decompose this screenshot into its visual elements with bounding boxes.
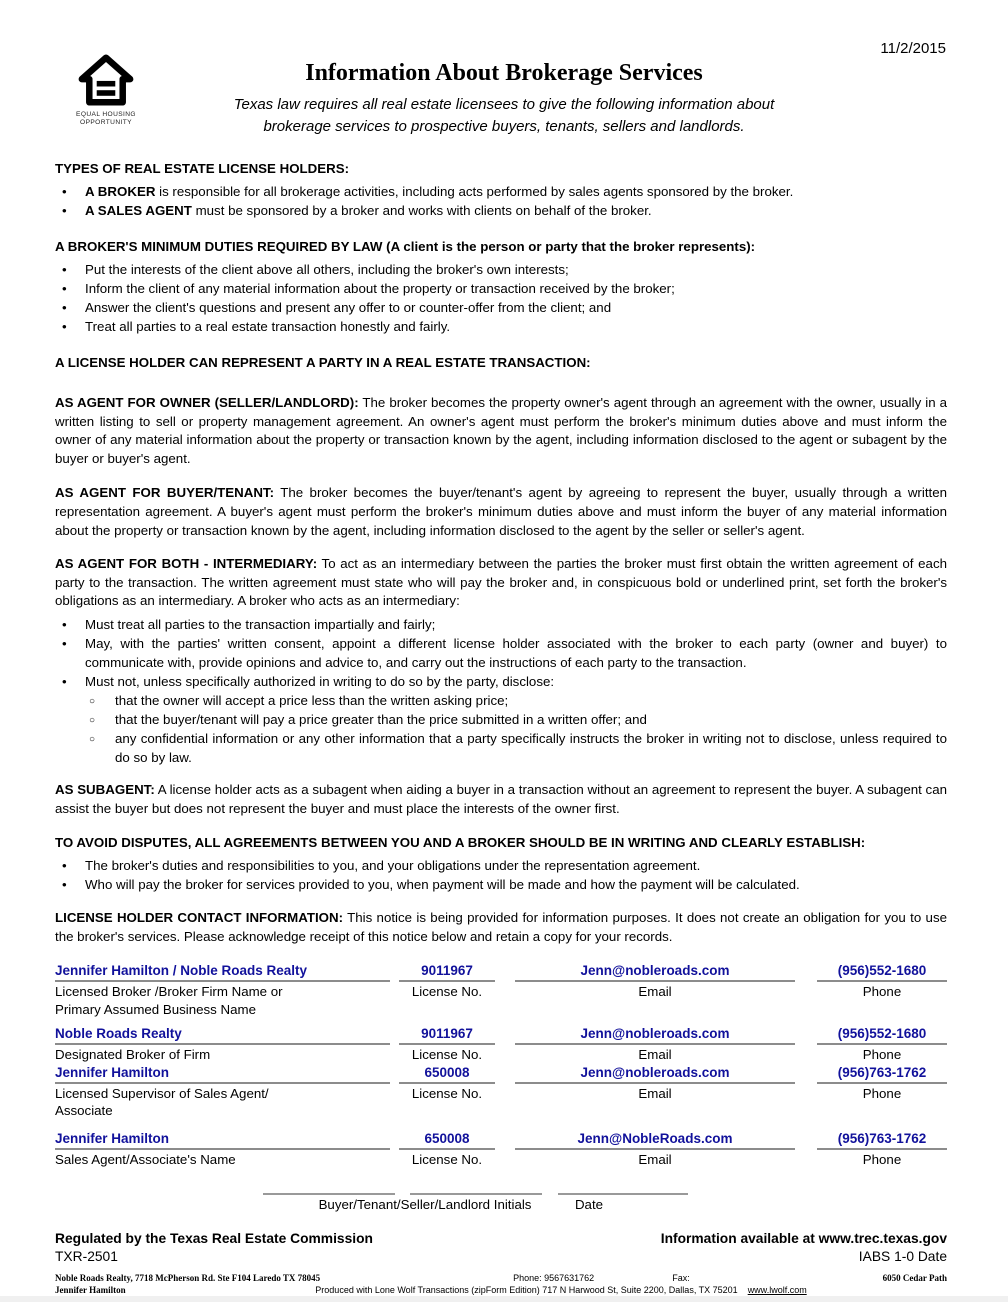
- office-phone: Phone: 9567631762: [513, 1273, 595, 1284]
- lwolf-link[interactable]: www.lwolf.com: [747, 1285, 807, 1296]
- phone-value: (956)763-1762: [817, 1064, 947, 1084]
- phone-label: Phone: [862, 1047, 902, 1063]
- license-cell: [399, 962, 495, 1018]
- phone-value: (956)552-1680: [817, 962, 947, 982]
- equal-housing-logo: [70, 54, 142, 127]
- phone-cell: [817, 962, 947, 1018]
- email-cell: [515, 962, 795, 1018]
- license-label: License No.: [411, 984, 483, 1000]
- bullet-lead: A SALES AGENT: [85, 203, 192, 218]
- role-label-line1: Licensed Broker /Broker Firm Name or: [55, 984, 283, 1000]
- bullet-item: • Who will pay the broker for services provided to you, when payment will be made and how the payment will be calculated.: [55, 875, 947, 894]
- equal-housing-caption: [70, 111, 142, 127]
- owner-paragraph: [55, 394, 947, 468]
- designated-broker-role-label: Designated Broker of Firm: [55, 1047, 211, 1063]
- bullet-item: • Must treat all parties to the transaction impartially and fairly;: [55, 615, 947, 634]
- license-cell: [399, 1025, 495, 1064]
- sub-bullet-item: ○ that the buyer/tenant will pay a price greater than the price submitted in a written offer; and: [55, 710, 947, 729]
- types-bullet-list: [55, 182, 947, 220]
- owner-text: The broker becomes the property owner's agent through an agreement with the owner, usually in a written listing to sell or property management agreement. An owner's agent must perform the broker's minimum duties above and must inform the owner of any material information about the property or transaction known by the agent, including information disclosed to the agent or subagent by the buyer or buyer's agent.: [55, 395, 947, 466]
- sub-bullet-item: ○ that the owner will accept a price less than the written asking price;: [55, 691, 947, 710]
- form-number: TXR-2501: [55, 1249, 118, 1265]
- disputes-bullet-list: [55, 856, 947, 894]
- license-label: License No.: [411, 1151, 483, 1167]
- footer-office-row: [55, 1272, 947, 1284]
- phone-cell: [817, 1025, 947, 1064]
- duties-heading: A BROKER'S MINIMUM DUTIES REQUIRED BY LAW (A client is the person or party that the broker represents):: [55, 239, 756, 254]
- contact-info-lead: LICENSE HOLDER CONTACT INFORMATION:: [55, 910, 344, 926]
- contact-row-sales-agent: [55, 1130, 947, 1169]
- signature-lines: [55, 1182, 947, 1195]
- subagent-text: A license holder acts as a subagent when aiding a buyer in a transaction without an agreement to represent the buyer. A subagent can assist the buyer but does not represent the buyer and must place the interests of the owner first.: [55, 781, 947, 816]
- email-cell: [515, 1064, 795, 1120]
- form-body: [0, 160, 1008, 1296]
- regulated-by-text: Regulated by the Texas Real Estate Commission: [55, 1231, 373, 1247]
- contact-table: [55, 962, 947, 1168]
- license-label: License No.: [411, 1047, 483, 1063]
- license-label: License No.: [411, 1085, 483, 1101]
- buyer-paragraph: [55, 484, 947, 540]
- license-number-value: 9011967: [399, 962, 495, 982]
- bullet-item: • Put the interests of the client above all others, including the broker's own interests;: [55, 260, 947, 279]
- section-types: [55, 160, 947, 220]
- contact-info-paragraph: [55, 909, 947, 946]
- form-header: [0, 0, 1008, 137]
- sales-agent-name-value: Jennifer Hamilton: [55, 1130, 390, 1150]
- buyer-lead: AS AGENT FOR BUYER/TENANT:: [55, 485, 275, 501]
- email-cell: [515, 1130, 795, 1169]
- email-label: Email: [638, 1151, 672, 1167]
- bullet-text: is responsible for all brokerage activities, including acts performed by sales agents sponsored by the broker.: [155, 184, 794, 199]
- subagent-paragraph: [55, 781, 947, 818]
- bullet-item: • Must not, unless specifically authorized in writing to do so by the party, disclose:: [55, 672, 947, 691]
- sales-agent-cell: [55, 1130, 390, 1169]
- supervisor-role-label: [55, 1084, 390, 1120]
- document-date: 11/2/2015: [880, 40, 946, 57]
- equal-housing-caption-line1: EQUAL HOUSING: [76, 111, 136, 118]
- bullet-item: • Answer the client's questions and present any offer to or counter-offer from the client; and: [55, 298, 947, 317]
- broker-firm-role-label: [55, 982, 390, 1018]
- supervisor-name-value: Jennifer Hamilton: [55, 1064, 390, 1084]
- prepared-for-text: 6050 Cedar Path: [882, 1273, 947, 1284]
- footer-regulated-row: [55, 1230, 947, 1248]
- office-fax: Fax:: [672, 1273, 690, 1284]
- license-number-value: 9011967: [399, 1025, 495, 1045]
- contact-row-broker-firm: [55, 962, 947, 1018]
- contact-row-supervisor: [55, 1064, 947, 1120]
- role-label-line1: Licensed Supervisor of Sales Agent/: [55, 1085, 269, 1101]
- form-subtitle-line2: brokerage services to prospective buyers, tenants, sellers and landlords.: [263, 117, 745, 135]
- bullet-lead: A BROKER: [85, 184, 156, 199]
- footer-agent-name: Jennifer Hamilton: [55, 1285, 126, 1296]
- intermediary-lead: AS AGENT FOR BOTH - INTERMEDIARY:: [55, 556, 318, 572]
- phone-cell: [817, 1064, 947, 1120]
- footer-form-number-row: [55, 1248, 947, 1266]
- produced-with-label: Produced with Lone Wolf Transactions (zipForm Edition) 717 N Harwood St, Suite 2200, Dallas, TX 75201: [315, 1285, 738, 1296]
- form-version: IABS 1-0 Date: [858, 1249, 947, 1265]
- produced-with-text: [215, 1284, 907, 1296]
- subagent-lead: AS SUBAGENT:: [55, 781, 155, 797]
- email-value: Jenn@NobleRoads.com: [515, 1130, 795, 1150]
- email-label: Email: [638, 1085, 672, 1101]
- email-value: Jenn@nobleroads.com: [515, 962, 795, 982]
- license-cell: [399, 1130, 495, 1169]
- bullet-item: [55, 201, 947, 220]
- phone-label: Phone: [862, 1151, 902, 1167]
- bullet-item: [55, 182, 947, 201]
- license-number-value: 650008: [399, 1064, 495, 1084]
- sales-agent-role-label: Sales Agent/Associate's Name: [55, 1151, 236, 1167]
- sub-bullet-item: ○ any confidential information or any other information that a party specifically instructs the broker in writing not to disclose, unless required to do so by law.: [55, 729, 947, 767]
- intermediary-paragraph: [55, 555, 947, 611]
- phone-label: Phone: [862, 1085, 902, 1101]
- email-label: Email: [638, 984, 672, 1000]
- contact-row-designated-broker: [55, 1025, 947, 1064]
- initials-field-1: [263, 1182, 395, 1195]
- disputes-heading: TO AVOID DISPUTES, ALL AGREEMENTS BETWEEN YOU AND A BROKER SHOULD BE IN WRITING AND CLEARLY ESTABLISH:: [55, 835, 866, 851]
- supervisor-cell: [55, 1064, 390, 1120]
- form-subtitle-line1: Texas law requires all real estate licensees to give the following information about: [233, 96, 775, 113]
- bullet-item: • Inform the client of any material information about the property or transaction received by the broker;: [55, 279, 947, 298]
- date-label: Date: [574, 1197, 604, 1213]
- contact-info-text: This notice is being provided for information purposes. It does not create an obligation for you to use the broker's services. Please acknowledge receipt of this notice below and retain a copy for your records.: [55, 910, 947, 944]
- license-cell: [399, 1064, 495, 1120]
- phone-cell: [817, 1130, 947, 1169]
- initials-field-2: [410, 1182, 542, 1195]
- bullet-item: • Treat all parties to a real estate transaction honestly and fairly.: [55, 317, 947, 336]
- broker-firm-cell: [55, 962, 390, 1018]
- initials-label: Buyer/Tenant/Seller/Landlord Initials: [318, 1197, 532, 1213]
- form-subtitle: [0, 94, 1008, 137]
- email-cell: [515, 1025, 795, 1064]
- footer-produced-row: [55, 1284, 947, 1296]
- email-label: Email: [638, 1047, 672, 1063]
- designated-broker-name-value: Noble Roads Realty: [55, 1025, 390, 1045]
- designated-broker-cell: [55, 1025, 390, 1064]
- role-label-line2: Primary Assumed Business Name: [55, 1001, 256, 1017]
- signature-labels: [55, 1195, 947, 1214]
- intermediary-text: To act as an intermediary between the parties the broker must first obtain the written agreement of each party to the transaction. The written agreement must state who will pay the broker and, in conspicuous bold or underlined print, set forth the broker's obligations as an intermediary. A broker who acts as an intermediary:: [55, 556, 947, 609]
- represent-heading: A LICENSE HOLDER CAN REPRESENT A PARTY IN A REAL ESTATE TRANSACTION:: [55, 355, 591, 370]
- bottom-scroll-strip: [0, 1296, 1008, 1302]
- bullet-item: • May, with the parties' written consent, appoint a different license holder associated with the broker to each party (owner and buyer) to communicate with, provide opinions and advice to, and carry out the instructions of each party to the transaction.: [55, 634, 947, 672]
- broker-firm-name-value: Jennifer Hamilton / Noble Roads Realty: [55, 962, 390, 982]
- buyer-text: The broker becomes the buyer/tenant's agent by agreeing to represent the buyer, usually through a written representation agreement. A buyer's agent must perform the broker's minimum duties above and must inform the buyer of any material information about the property or transaction known by the agent, including information disclosed to the agent by the seller or seller's agent.: [55, 485, 947, 538]
- email-value: Jenn@nobleroads.com: [515, 1025, 795, 1045]
- phone-value: (956)552-1680: [817, 1025, 947, 1045]
- equal-housing-caption-line2: OPPORTUNITY: [80, 119, 132, 126]
- office-address: Noble Roads Realty, 7718 McPherson Rd. Ste F104 Laredo TX 78045: [55, 1273, 321, 1284]
- license-number-value: 650008: [399, 1130, 495, 1150]
- date-field: [558, 1182, 688, 1195]
- equal-housing-house-icon: [76, 54, 136, 106]
- role-label-line2: Associate: [55, 1103, 113, 1119]
- bullet-text: must be sponsored by a broker and works with clients on behalf of the broker.: [191, 203, 652, 218]
- owner-lead: AS AGENT FOR OWNER (SELLER/LANDLORD):: [55, 395, 359, 410]
- signature-block: [55, 1182, 947, 1214]
- section-duties: [55, 238, 947, 336]
- phone-value: (956)763-1762: [817, 1130, 947, 1150]
- form-footer: [55, 1230, 947, 1296]
- email-value: Jenn@nobleroads.com: [515, 1064, 795, 1084]
- duties-bullet-list: [55, 260, 947, 336]
- phone-label: Phone: [862, 984, 902, 1000]
- section-disputes: [55, 834, 947, 894]
- types-heading: TYPES OF REAL ESTATE LICENSE HOLDERS:: [55, 161, 350, 176]
- form-title: Information About Brokerage Services: [305, 60, 703, 86]
- intermediary-bullet-list: [55, 615, 947, 767]
- info-available-text: Information available at www.trec.texas.gov: [660, 1231, 947, 1247]
- bullet-item: • The broker's duties and responsibilities to you, and your obligations under the representation agreement.: [55, 856, 947, 875]
- section-represent: [55, 354, 947, 372]
